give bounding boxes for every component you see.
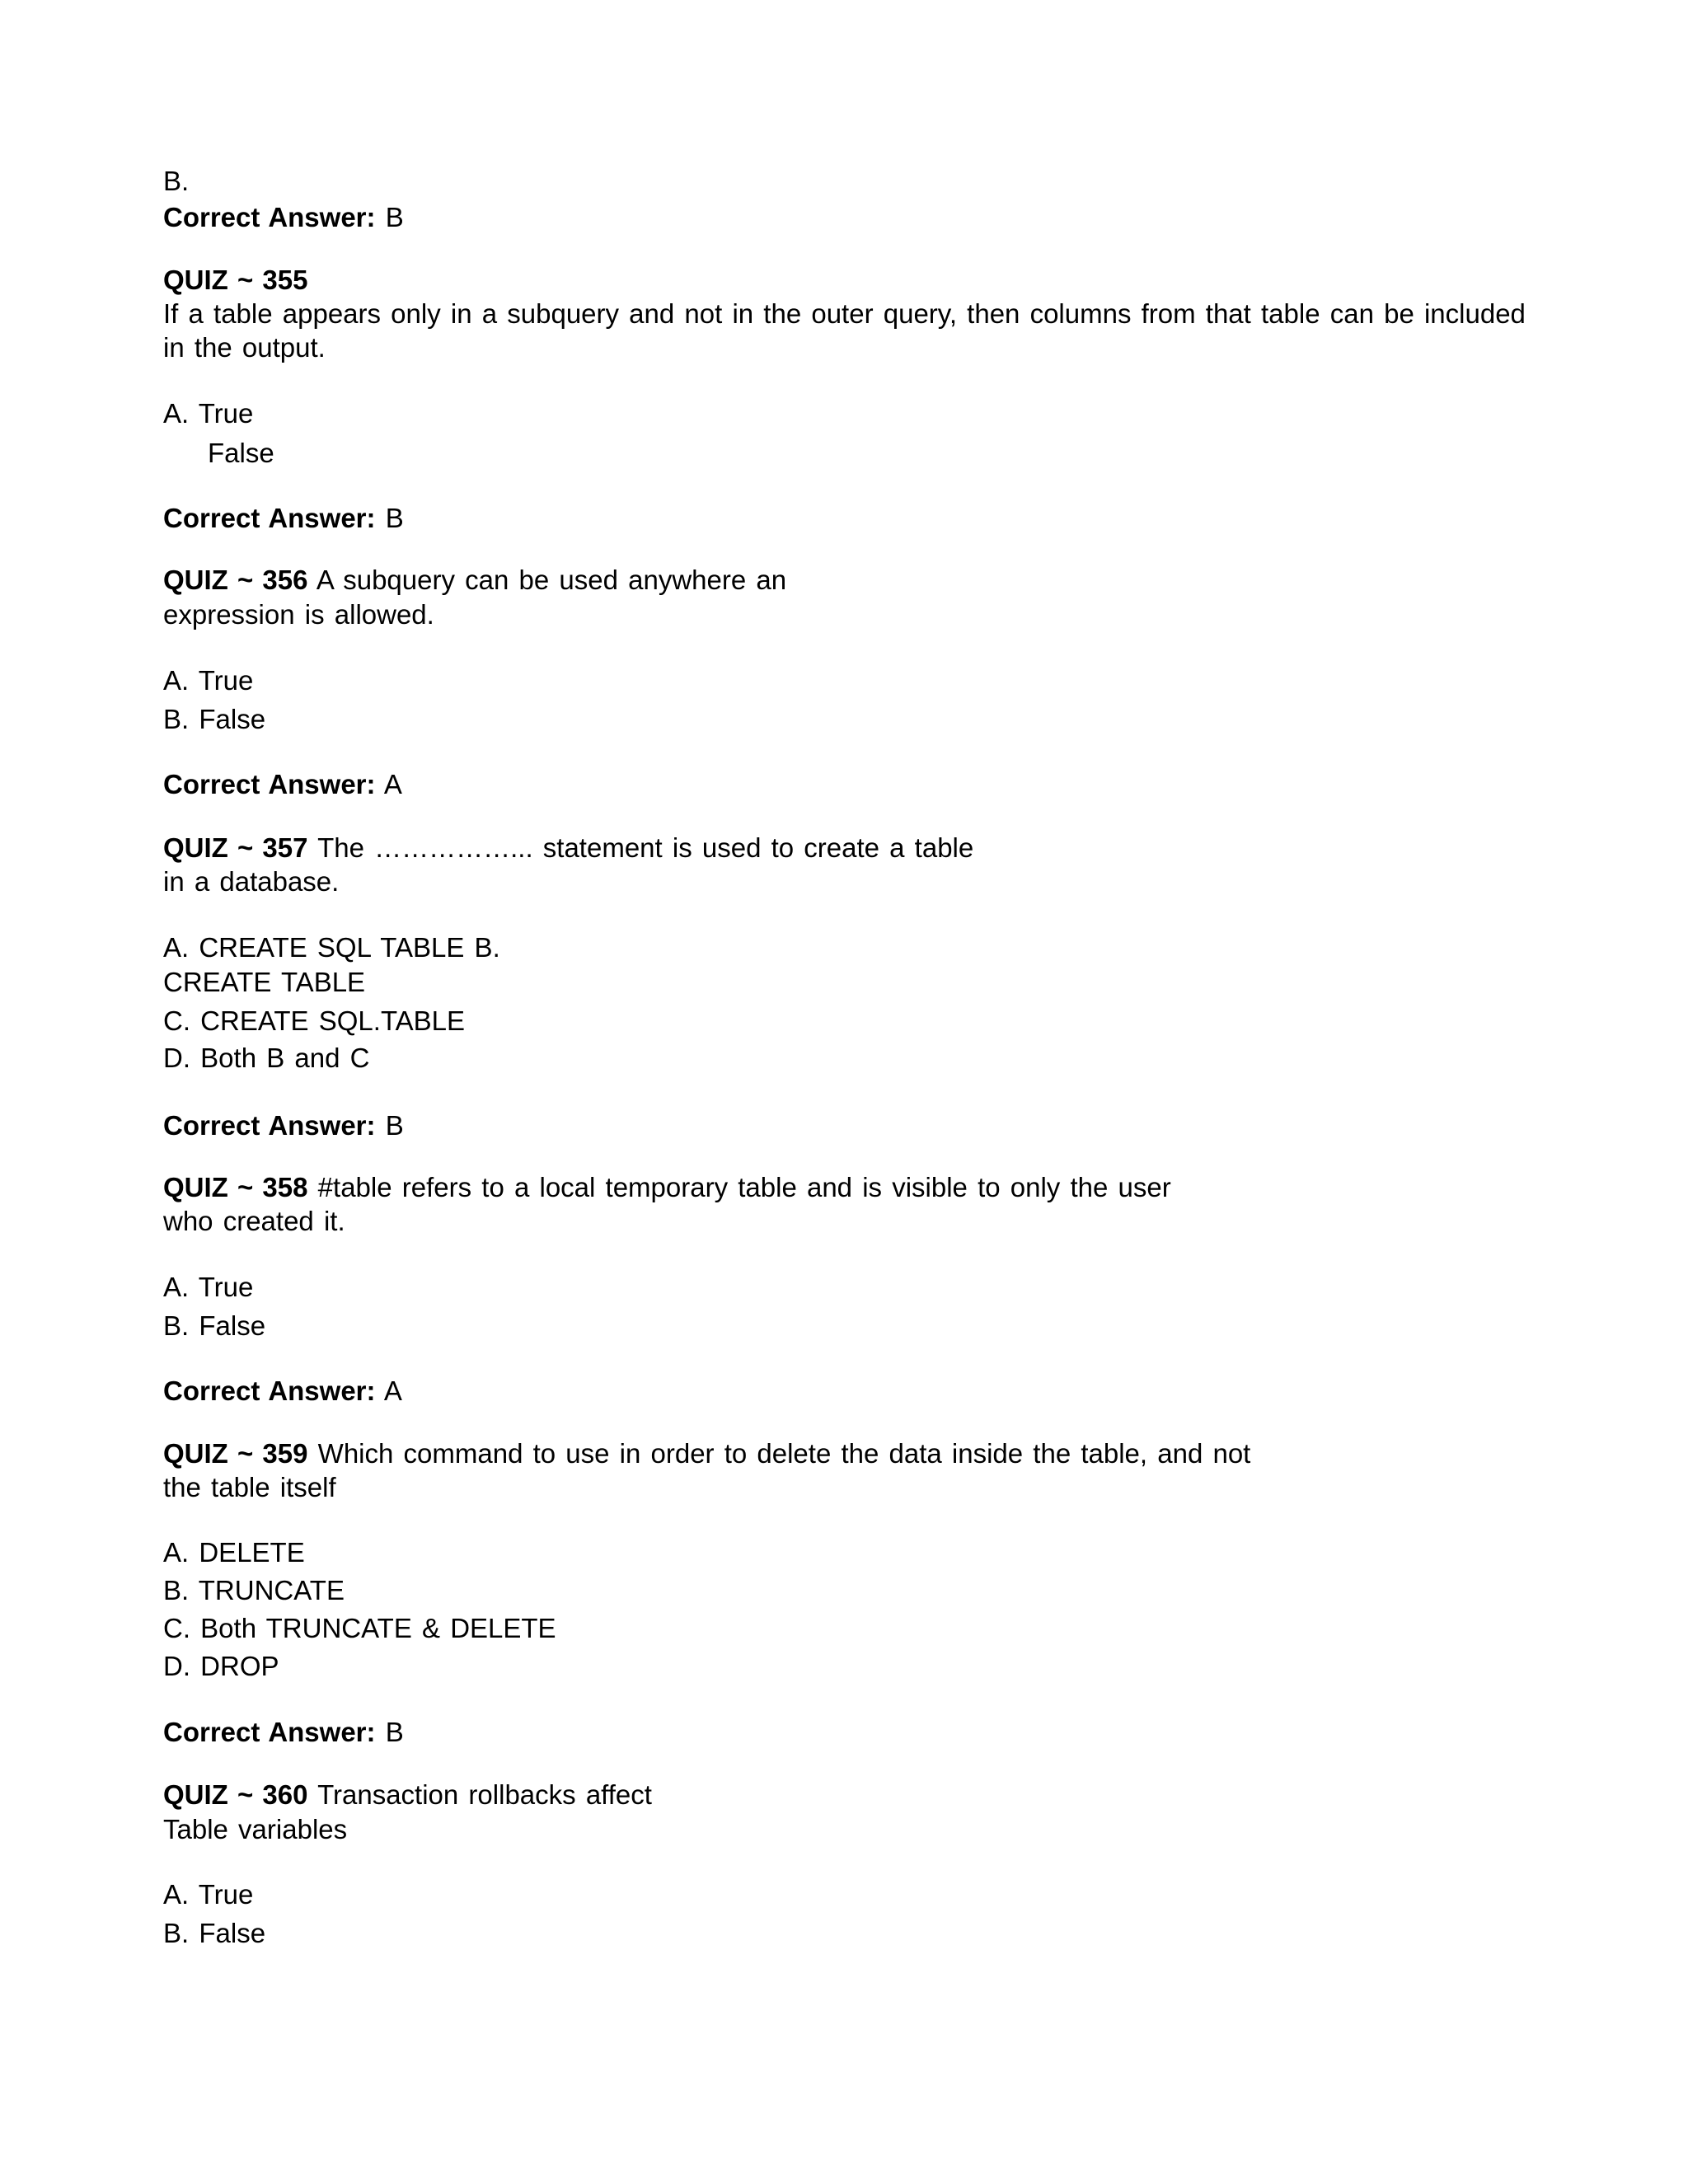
answer-label: Correct Answer:: [163, 769, 376, 799]
quiz-356-option-b: B. False: [163, 704, 266, 734]
quiz-360-label: QUIZ ~ 360: [163, 1779, 308, 1810]
answer-value: B: [385, 202, 404, 232]
answer-value: B: [385, 1717, 404, 1747]
quiz-355-option-b: False: [208, 438, 274, 468]
quiz-355-heading: [163, 264, 308, 297]
quiz-356-label: QUIZ ~ 356: [163, 565, 308, 595]
quiz-359-heading: [163, 1437, 1250, 1470]
quiz-357-option-b-cont: CREATE TABLE: [163, 967, 366, 997]
quiz-358-correct-answer: [163, 1375, 402, 1408]
answer-label: Correct Answer:: [163, 1376, 376, 1406]
quiz-360-option-a: A. True: [163, 1879, 254, 1910]
quiz-355-question-line2: in the output.: [163, 332, 326, 363]
answer-value: A: [383, 769, 402, 799]
quiz-358-label: QUIZ ~ 358: [163, 1172, 308, 1202]
quiz-355-label: QUIZ ~ 355: [163, 265, 308, 295]
quiz-357-heading: [163, 832, 973, 865]
answer-label: Correct Answer:: [163, 1717, 376, 1747]
answer-label: Correct Answer:: [163, 503, 376, 533]
quiz-357-question-line1: The ……………... statement is used to create a table: [317, 832, 974, 863]
quiz-356-heading: [163, 564, 786, 597]
answer-label: Correct Answer:: [163, 1110, 376, 1141]
quiz-357-option-c: C. CREATE SQL.TABLE: [163, 1005, 466, 1036]
quiz-358-option-a: A. True: [163, 1272, 254, 1302]
quiz-359-correct-answer: [163, 1716, 404, 1749]
quiz-357-option-d: D. Both B and C: [163, 1043, 370, 1073]
answer-value: B: [385, 503, 404, 533]
quiz-357-label: QUIZ ~ 357: [163, 832, 308, 863]
answer-value: B: [385, 1110, 404, 1141]
answer-value: A: [383, 1376, 402, 1406]
prev-correct-answer: [163, 201, 404, 234]
quiz-357-question-line2: in a database.: [163, 866, 340, 897]
quiz-359-option-c: C. Both TRUNCATE & DELETE: [163, 1613, 556, 1643]
quiz-356-question-line1: A subquery can be used anywhere an: [316, 565, 787, 595]
quiz-360-option-b: B. False: [163, 1918, 266, 1948]
prev-option-b: B.: [163, 166, 190, 196]
quiz-358-question-line2: who created it.: [163, 1206, 345, 1236]
quiz-355-question-line1: If a table appears only in a subquery and not in the outer query, then columns from that table can be included: [163, 298, 1526, 329]
quiz-359-option-a: A. DELETE: [163, 1537, 305, 1568]
quiz-359-option-b: B. TRUNCATE: [163, 1575, 345, 1605]
quiz-359-question-line2: the table itself: [163, 1472, 336, 1502]
quiz-359-question-line1: Which command to use in order to delete the data inside the table, and not: [317, 1438, 1251, 1469]
quiz-358-question-line1: #table refers to a local temporary table and is visible to only the user: [317, 1172, 1171, 1202]
quiz-355-correct-answer: [163, 502, 404, 535]
quiz-360-question-line1: Transaction rollbacks affect: [317, 1779, 652, 1810]
quiz-357-option-a-b: A. CREATE SQL TABLE B.: [163, 932, 500, 963]
quiz-355-option-a: A. True: [163, 398, 254, 429]
quiz-356-question-line2: expression is allowed.: [163, 599, 434, 630]
quiz-358-option-b: B. False: [163, 1310, 266, 1341]
quiz-360-heading: [163, 1779, 652, 1811]
quiz-360-question-line2: Table variables: [163, 1814, 348, 1844]
quiz-359-option-d: D. DROP: [163, 1651, 279, 1681]
quiz-356-option-a: A. True: [163, 665, 254, 696]
answer-label: Correct Answer:: [163, 202, 376, 232]
quiz-358-heading: [163, 1171, 1171, 1204]
quiz-359-label: QUIZ ~ 359: [163, 1438, 308, 1469]
quiz-356-correct-answer: [163, 768, 402, 801]
quiz-357-correct-answer: [163, 1109, 404, 1142]
